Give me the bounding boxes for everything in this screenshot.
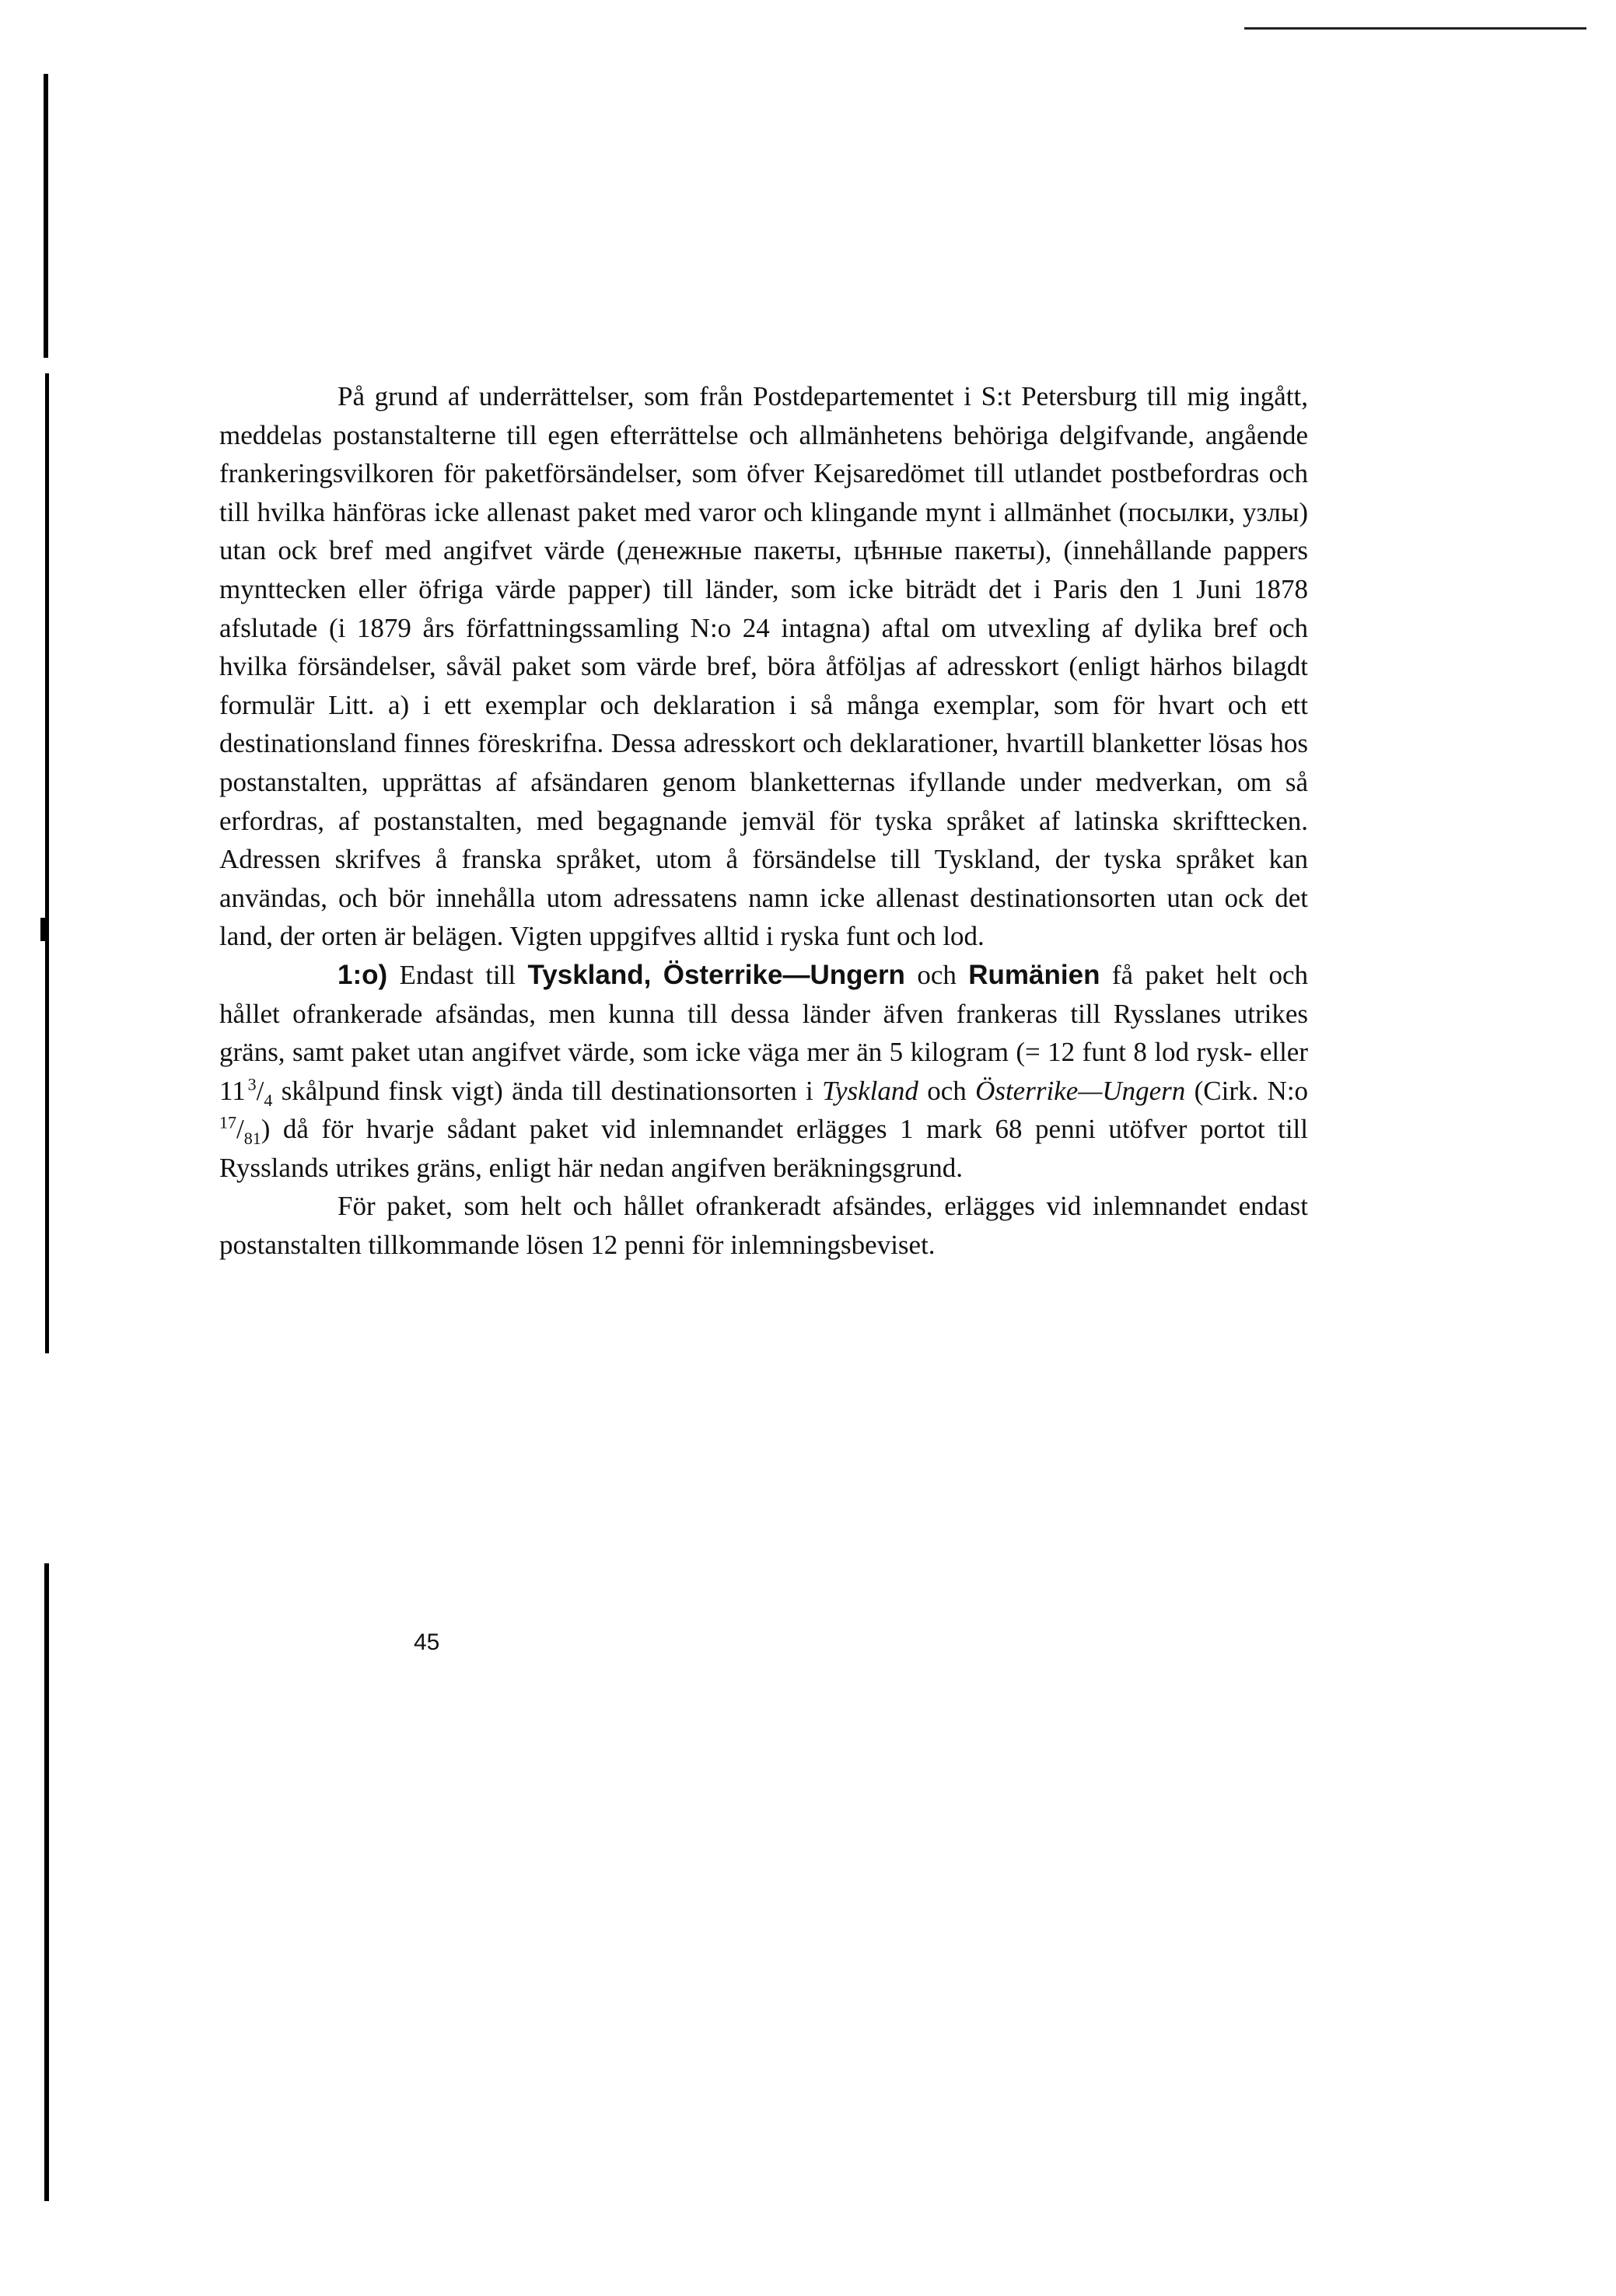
fraction-numerator: 3 xyxy=(247,1074,257,1094)
item-text: ) då för hvarje sådant paket vid inlemnandet erlägges 1 mark 68 penni utöfver portot till Rysslands utrikes gräns, enligt här nedan angifven beräkningsgrund. xyxy=(219,1114,1308,1183)
paragraph-item-1: 1:o) Endast till Tyskland, Österrike—Ungern och Rumänien få paket helt och hållet ofrankerade afsändas, men kunna till dessa länder äfven frankeras till Rysslanes utrikes gräns, samt paket utan angifvet värde, som icke väga mer än 5 kilogram (= 12 funt 8 lod rysk- eller 11 $^3/_4$ skålpund finsk vigt) ända till destinationsorten i Tyskland och Österrike—Ungern (Cirk. N:o $^{17}/_{81}$) då för hvarje sådant paket vid inlemnandet erlägges 1 mark 68 penni utöfver portot till Rysslands utrikes gräns, enligt här nedan angifven beräkningsgrund. xyxy=(219,959,1309,1183)
fraction-weight: 11 $^3/_4$ xyxy=(219,1074,273,1110)
country-germany: Tyskland, xyxy=(527,959,652,990)
country-austria-hungary: Österrike—Ungern xyxy=(663,959,905,990)
italic-austria-hungary: Österrike—Ungern xyxy=(975,1075,1186,1106)
scan-top-rule xyxy=(1244,27,1586,30)
paragraph-intro: På grund af underrättelser, som från Postdepartementet i S:t Petersburg till mig ingått, meddelas postanstalterne till egen efterrättelse och allmänhetens behöriga delgifvande, angående frankeringsvilkoren för paketförsändelser, som öfver Kejsaredömet till utlandet postbefordras och till hvilka hänföras icke allenast paket med varor och klingande mynt i allmänhet (посылки, узлы) utan ock bref med angifvet värde (денежные пакеты, цѣнные пакеты), (innehållande pappers mynttecken eller öfriga värde papper) till länder, som icke biträdt det i Paris den 1 Juni 1878 afslutade (i 1879 års författningssamling N:o 24 intagna) aftal om utvexling af dylika bref och hvilka försändelser, såväl paket som värde bref, böra åtföljas af adresskort (enligt härhos bilagdt formulär Litt. a) i ett exemplar och deklaration i så många exemplar, som för hvart och ett destinationsland finnes föreskrifna. Dessa adresskort och deklarationer, hvartill blanketter lösas hos postanstalten, upprättas af afsändaren genom blanketternas ifyllande under medverkan, om så erfordras, af postanstalten, med begagnande jemväl för tyska språket af latinska skrifttecken. Adressen skrifves å franska språket, utom å försändelse till Tyskland, der tyska språket kan användas, och bör innehålla utom adressatens namn icke allenast destinationsorten utan ock det land, der orten är belägen. Vigten uppgifves alltid i ryska funt och lod. xyxy=(219,381,1308,952)
item-text: och xyxy=(917,959,957,990)
circular-numerator: 17 xyxy=(219,1112,236,1132)
circular-denominator: 81 xyxy=(243,1129,261,1149)
italic-germany: Tyskland xyxy=(822,1075,918,1106)
page-number: 45 xyxy=(414,1629,440,1655)
scan-edge-mark xyxy=(45,373,49,1353)
scan-edge-mark xyxy=(44,74,48,358)
item-text: skålpund finsk vigt) ända till destinationsorten i xyxy=(281,1075,813,1106)
item-text: Endast till xyxy=(399,959,516,990)
scan-edge-mark xyxy=(40,918,47,941)
body-text xyxy=(219,377,1308,1265)
paragraph-unfranked: För paket, som helt och hållet ofrankeradt afsändes, erlägges vid inlemnandet endast postanstalten tillkommande lösen 12 penni för inlemningsbeviset. xyxy=(219,1191,1308,1261)
fraction-whole: 11 xyxy=(219,1075,246,1106)
country-romania: Rumänien xyxy=(968,959,1100,990)
item-text: (Cirk. N:o xyxy=(1194,1075,1309,1106)
fraction-denominator: 4 xyxy=(264,1090,273,1110)
scan-edge-mark xyxy=(44,1563,49,2201)
item-text: och xyxy=(927,1075,967,1106)
item-text: få paket helt och hållet ofrankerade afsändas, men kunna till dessa länder äfven frankeras till Rysslanes utrikes gräns, samt paket utan angifvet värde, som icke väga mer än 5 kilogram (= 12 funt 8 lod rysk- eller xyxy=(219,959,1309,1068)
item-number: 1:o) xyxy=(338,959,388,990)
